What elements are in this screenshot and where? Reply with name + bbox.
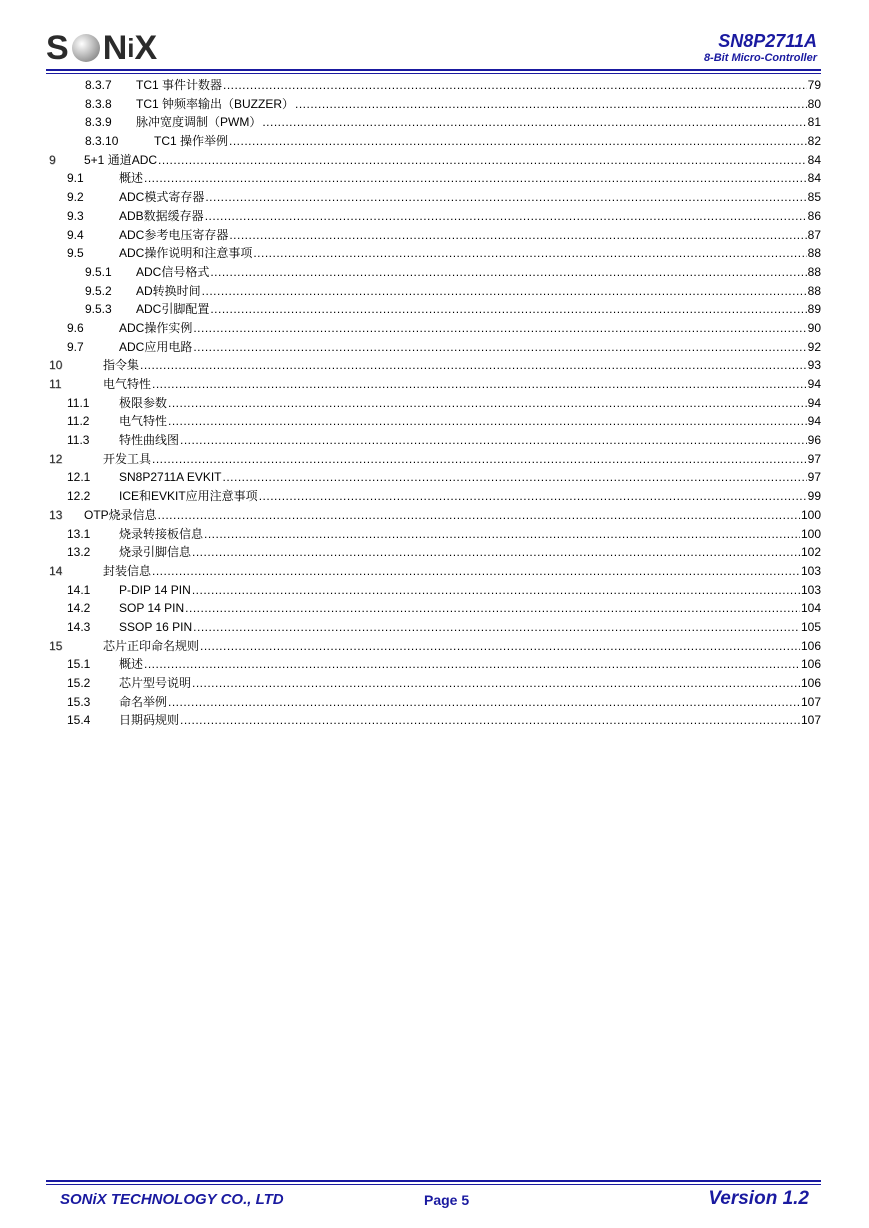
toc-entry[interactable]	[46, 693, 821, 712]
toc-entry-number: 15.3	[67, 694, 91, 709]
toc-entry-title: SOP 14 PIN	[119, 599, 185, 618]
toc-entry-title: 烧录引脚信息	[119, 543, 192, 562]
sonix-logo: S N i X	[46, 29, 158, 67]
toc-entry[interactable]	[46, 263, 821, 282]
document-title	[704, 31, 817, 65]
toc-entry-title: ADC信号格式	[136, 263, 210, 282]
toc-entry[interactable]	[46, 711, 821, 730]
toc-dot-leader	[193, 618, 800, 637]
toc-entry-number: 9.4	[67, 227, 84, 242]
toc-entry-number: 9.6	[67, 320, 84, 335]
toc-entry[interactable]	[46, 151, 821, 170]
toc-dot-leader	[229, 132, 807, 151]
toc-entry-title: 特性曲线图	[119, 431, 180, 450]
toc-entry[interactable]	[46, 76, 821, 95]
toc-entry-number: 9.2	[67, 190, 84, 205]
toc-entry-number: 8.3.10	[85, 134, 119, 149]
toc-dot-leader	[193, 338, 806, 357]
toc-entry-number: 13.2	[67, 545, 91, 560]
toc-dot-leader	[192, 581, 800, 600]
toc-entry-title: TC1 操作举例	[154, 132, 229, 151]
toc-entry-number: 9.3	[67, 208, 84, 223]
toc-dot-leader	[180, 431, 807, 450]
toc-entry-number: 9.7	[67, 339, 84, 354]
toc-entry[interactable]	[46, 487, 821, 506]
toc-entry-number: 9.5.1	[85, 264, 112, 279]
toc-entry[interactable]	[46, 506, 821, 525]
toc-entry-title: ADC参考电压寄存器	[119, 226, 229, 245]
toc-entry-page: 99	[807, 489, 821, 504]
toc-entry-page: 96	[807, 433, 821, 448]
toc-entry-page: 80	[807, 96, 821, 111]
toc-dot-leader	[185, 599, 800, 618]
toc-entry-title: 烧录转接板信息	[119, 525, 204, 544]
toc-entry-page: 85	[807, 190, 821, 205]
toc-entry-title: 芯片型号说明	[119, 674, 192, 693]
toc-entry-page: 94	[807, 414, 821, 429]
footer-rule-thin	[46, 1184, 821, 1185]
toc-entry-page: 102	[800, 545, 821, 560]
toc-entry-title: 电气特性	[119, 412, 168, 431]
footer-page-number: Page 5	[424, 1192, 470, 1208]
toc-entry-number: 8.3.7	[85, 78, 112, 92]
toc-dot-leader	[262, 113, 806, 132]
toc-entry-page: 105	[800, 619, 821, 634]
toc-dot-leader	[168, 693, 800, 712]
toc-entry[interactable]	[46, 282, 821, 301]
toc-entry[interactable]	[46, 356, 821, 375]
toc-dot-leader	[210, 263, 806, 282]
toc-entry-title: 指令集	[103, 356, 140, 375]
toc-dot-leader	[193, 319, 806, 338]
toc-dot-leader	[205, 188, 806, 207]
toc-dot-leader	[202, 282, 807, 301]
toc-entry-number: 15.4	[67, 713, 91, 728]
footer-company: SONiX TECHNOLOGY CO., LTD	[60, 1191, 284, 1208]
toc-entry-page: 93	[807, 358, 821, 373]
toc-entry-page: 90	[807, 320, 821, 335]
table-of-contents	[46, 76, 821, 730]
toc-entry-page: 106	[800, 638, 821, 653]
toc-entry-page: 88	[807, 283, 821, 298]
toc-entry-number: 8.3.9	[85, 115, 112, 130]
model-number: SN8P2711A	[718, 31, 817, 51]
toc-entry-page: 106	[800, 676, 821, 690]
toc-entry-number: 13	[49, 507, 63, 522]
toc-dot-leader	[259, 487, 807, 506]
toc-entry-number: 12.2	[67, 489, 91, 504]
toc-entry[interactable]	[46, 525, 821, 544]
toc-entry-title: P-DIP 14 PIN	[119, 581, 192, 600]
toc-dot-leader	[205, 207, 807, 226]
toc-entry[interactable]	[46, 338, 821, 357]
toc-entry-title: 脉冲宽度调制（PWM）	[136, 113, 262, 132]
toc-dot-leader	[204, 525, 800, 544]
toc-entry-page: 87	[807, 227, 821, 242]
toc-entry-title: ADC操作实例	[119, 319, 193, 338]
toc-entry-page: 106	[800, 657, 821, 672]
toc-entry-number: 12.1	[67, 470, 91, 485]
toc-entry-title: ADC操作说明和注意事项	[119, 244, 253, 263]
toc-entry-number: 9.5.2	[85, 283, 112, 298]
toc-entry-title: AD转换时间	[136, 282, 202, 301]
toc-entry[interactable]	[46, 674, 821, 693]
toc-entry-title: ADC引脚配置	[136, 300, 210, 319]
toc-entry[interactable]	[46, 169, 821, 188]
toc-entry[interactable]	[46, 113, 821, 132]
toc-entry-page: 103	[800, 582, 821, 597]
toc-dot-leader	[180, 711, 800, 730]
toc-entry[interactable]	[46, 431, 821, 450]
toc-dot-leader	[152, 562, 800, 581]
toc-entry-page: 84	[807, 152, 821, 167]
toc-entry-number: 9.5	[67, 246, 84, 261]
toc-dot-leader	[200, 637, 800, 656]
toc-dot-leader	[158, 151, 807, 170]
footer-rule	[46, 1180, 821, 1182]
toc-entry-title: 概述	[119, 169, 144, 188]
toc-dot-leader	[168, 394, 807, 413]
toc-entry-title: 芯片正印命名规则	[103, 637, 200, 656]
toc-entry-page: 100	[800, 526, 821, 541]
toc-entry[interactable]	[46, 599, 821, 618]
toc-entry-page: 94	[807, 377, 821, 391]
toc-entry-page: 107	[800, 694, 821, 709]
toc-dot-leader	[152, 450, 807, 469]
toc-entry-title: SSOP 16 PIN	[119, 618, 193, 637]
toc-entry-title: 极限参数	[119, 394, 168, 413]
toc-entry-page: 103	[800, 563, 821, 578]
toc-entry-number: 14	[49, 563, 63, 578]
toc-entry-number: 14.2	[67, 601, 91, 616]
toc-entry[interactable]	[46, 244, 821, 263]
toc-entry-number: 15.2	[67, 676, 91, 690]
toc-entry-title: OTP烧录信息	[84, 506, 158, 525]
toc-entry-page: 81	[807, 115, 821, 130]
toc-dot-leader	[210, 300, 806, 319]
toc-entry[interactable]	[46, 132, 821, 151]
toc-entry[interactable]	[46, 207, 821, 226]
toc-dot-leader	[168, 412, 807, 431]
toc-entry-page: 104	[800, 601, 821, 616]
toc-entry-page: 84	[807, 171, 821, 186]
toc-entry-page: 94	[807, 395, 821, 410]
toc-entry-title: 封装信息	[103, 562, 152, 581]
toc-entry[interactable]	[46, 300, 821, 319]
toc-entry-number: 9	[49, 152, 56, 167]
toc-entry-page: 82	[807, 134, 821, 149]
toc-entry-number: 12	[49, 451, 63, 466]
toc-entry-page: 79	[807, 78, 821, 92]
toc-entry-number: 11.1	[67, 395, 90, 410]
toc-entry[interactable]	[46, 375, 821, 394]
toc-entry[interactable]	[46, 450, 821, 469]
toc-entry-page: 89	[807, 302, 821, 317]
toc-entry-page: 86	[807, 208, 821, 223]
toc-dot-leader	[253, 244, 806, 263]
toc-entry-number: 9.1	[67, 171, 84, 186]
toc-entry-title: 开发工具	[103, 450, 152, 469]
toc-entry[interactable]	[46, 226, 821, 245]
toc-entry-page: 92	[807, 339, 821, 354]
toc-dot-leader	[223, 468, 807, 487]
toc-dot-leader	[144, 169, 807, 188]
toc-dot-leader	[144, 655, 800, 674]
toc-entry-title: ADC应用电路	[119, 338, 193, 357]
toc-entry[interactable]	[46, 562, 821, 581]
model-subtitle: 8-Bit Micro-Controller	[703, 52, 817, 64]
toc-entry-number: 13.1	[67, 526, 91, 541]
toc-entry-number: 11.2	[67, 414, 90, 429]
toc-entry-page: 100	[800, 507, 821, 522]
toc-dot-leader	[140, 356, 807, 375]
toc-entry-title: 5+1 通道ADC	[84, 151, 158, 170]
footer-version: Version 1.2	[708, 1188, 809, 1209]
toc-entry-number: 10	[49, 358, 63, 373]
toc-entry[interactable]	[46, 543, 821, 562]
toc-dot-leader	[192, 543, 800, 562]
toc-dot-leader	[152, 375, 807, 394]
toc-entry[interactable]	[46, 618, 821, 637]
toc-entry[interactable]	[46, 655, 821, 674]
toc-entry-number: 14.3	[67, 619, 91, 634]
toc-entry-title: 日期码规则	[119, 711, 180, 730]
toc-entry-title: TC1 事件计数器	[136, 76, 223, 95]
toc-entry-number: 11.3	[67, 433, 90, 448]
toc-dot-leader	[192, 674, 800, 693]
toc-entry[interactable]	[46, 412, 821, 431]
logo-o-sphere	[72, 34, 100, 62]
toc-entry-title: ADC模式寄存器	[119, 188, 205, 207]
toc-entry-title: TC1 钟频率输出（BUZZER）	[136, 95, 295, 114]
toc-entry-number: 9.5.3	[85, 302, 112, 317]
toc-dot-leader	[158, 506, 800, 525]
toc-entry-page: 88	[807, 264, 821, 279]
toc-dot-leader	[223, 76, 807, 95]
toc-entry-number: 14.1	[67, 582, 91, 597]
toc-entry-page: 107	[800, 713, 821, 728]
toc-entry-number: 15	[49, 638, 63, 653]
toc-entry[interactable]	[46, 637, 821, 656]
toc-entry[interactable]	[46, 95, 821, 114]
toc-entry-number: 8.3.8	[85, 96, 112, 111]
toc-entry-title: 电气特性	[103, 375, 152, 394]
toc-entry[interactable]	[46, 581, 821, 600]
toc-entry-title: ICE和EVKIT应用注意事项	[119, 487, 259, 506]
header-rule-thin	[46, 73, 821, 74]
toc-entry-title: 命名举例	[119, 693, 168, 712]
toc-entry-page: 88	[807, 246, 821, 261]
toc-entry-title: SN8P2711A EVKIT	[119, 468, 223, 487]
toc-entry-page: 97	[807, 451, 821, 466]
toc-entry-number: 15.1	[67, 657, 91, 672]
toc-entry[interactable]	[46, 188, 821, 207]
header-rule	[46, 69, 821, 71]
toc-entry-number: 11	[49, 377, 62, 391]
toc-dot-leader	[295, 95, 807, 114]
toc-entry[interactable]	[46, 468, 821, 487]
toc-entry[interactable]	[46, 394, 821, 413]
toc-entry-title: ADB数据缓存器	[119, 207, 205, 226]
toc-entry-page: 97	[807, 470, 821, 485]
toc-entry[interactable]	[46, 319, 821, 338]
toc-entry-title: 概述	[119, 655, 144, 674]
toc-dot-leader	[229, 226, 806, 245]
